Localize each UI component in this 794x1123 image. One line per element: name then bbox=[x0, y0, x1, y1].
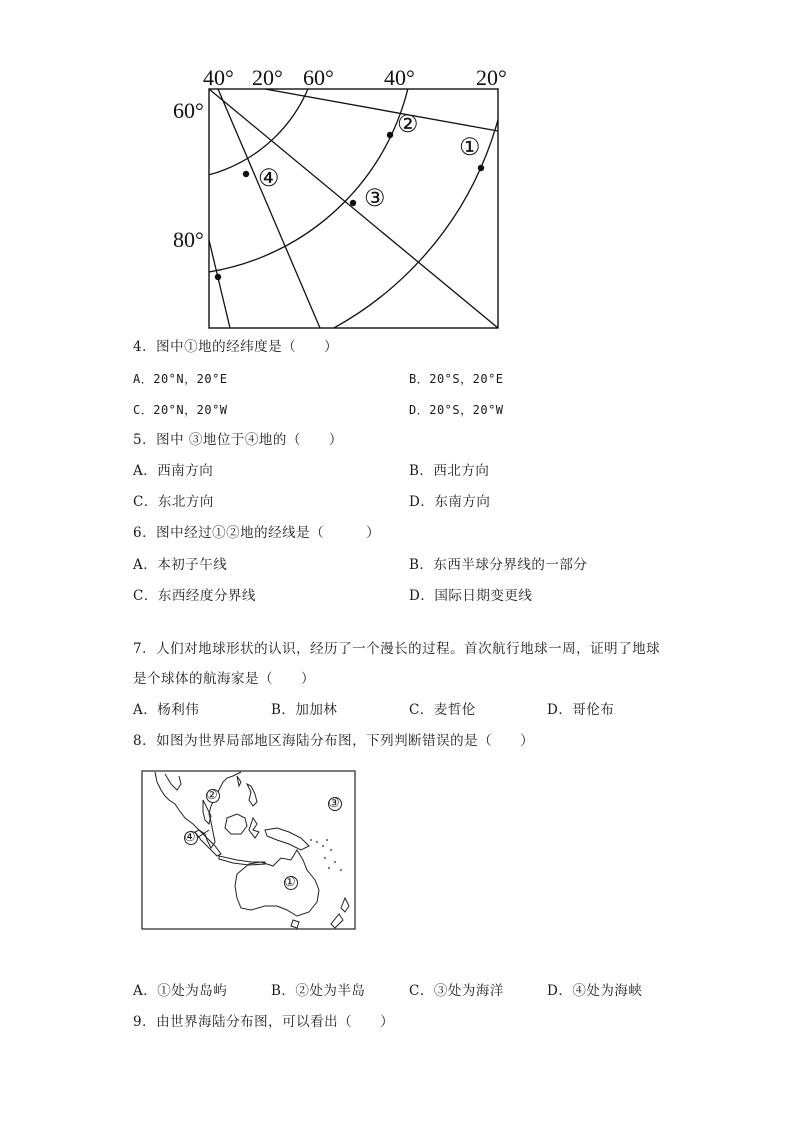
question-8-option-d[interactable]: D．④处为海峡 bbox=[547, 983, 643, 999]
map-frame bbox=[142, 771, 355, 929]
question-7-option-d[interactable]: D．哥伦布 bbox=[547, 702, 615, 718]
question-5-option-d[interactable]: D．东南方向 bbox=[409, 494, 491, 510]
point-4-label: ④ bbox=[258, 166, 280, 192]
question-8-option-a[interactable]: A．①处为岛屿 bbox=[133, 983, 228, 999]
question-5-option-a[interactable]: A．西南方向 bbox=[133, 463, 214, 479]
meridian-4 bbox=[209, 240, 230, 328]
point-2-label: ② bbox=[397, 112, 419, 138]
top-label-60: 60° bbox=[303, 65, 334, 90]
point-1-label: ① bbox=[459, 135, 481, 161]
point-4-dot bbox=[243, 171, 249, 177]
point-1-dot bbox=[478, 165, 484, 171]
question-4-option-d[interactable]: D．20°S，20°W bbox=[409, 403, 504, 417]
question-8-option-b[interactable]: B．②处为半岛 bbox=[271, 983, 366, 999]
point-3-label: ③ bbox=[364, 186, 386, 212]
question-7-option-a[interactable]: A．杨利伟 bbox=[133, 702, 200, 718]
map-label-1: ① bbox=[284, 875, 296, 890]
question-8-option-c[interactable]: C．③处为海洋 bbox=[409, 983, 504, 999]
meridian-2 bbox=[265, 89, 498, 131]
question-5-stem: 5．图中 ③地位于④地的（ ） bbox=[133, 432, 343, 448]
left-label-60: 60° bbox=[173, 98, 204, 123]
question-6-option-b[interactable]: B．东西半球分界线的一部分 bbox=[409, 557, 588, 573]
question-6-stem: 6．图中经过①②地的经线是（ ） bbox=[133, 525, 381, 541]
top-label-40: 40° bbox=[384, 65, 415, 90]
map-label-3: ③ bbox=[328, 796, 340, 811]
latitude-arc-inner bbox=[20, 0, 320, 180]
point-5-dot bbox=[215, 274, 221, 280]
question-6-option-d[interactable]: D．国际日期变更线 bbox=[409, 588, 533, 604]
question-9-stem: 9．由世界海陆分布图，可以看出（ ） bbox=[133, 1014, 395, 1030]
meridian-3 bbox=[218, 89, 320, 328]
map-drawing bbox=[141, 770, 357, 932]
point-3-dot bbox=[350, 200, 356, 206]
land-sea-map-figure bbox=[141, 770, 357, 932]
map-label-2: ② bbox=[206, 788, 218, 803]
top-label-40w: 40° bbox=[203, 65, 234, 90]
map-label-4: ④ bbox=[184, 830, 196, 845]
latitude-arc-outer bbox=[0, 0, 510, 340]
question-6-option-a[interactable]: A．本初子午线 bbox=[133, 557, 228, 573]
grid-lines bbox=[0, 0, 794, 340]
lat-long-grid-figure bbox=[0, 0, 794, 340]
left-label-80: 80° bbox=[173, 227, 204, 252]
top-label-20w: 20° bbox=[252, 65, 283, 90]
question-7-stem-line-2: 是个球体的航海家是（ ） bbox=[133, 671, 315, 687]
question-4-stem: 4．图中①地的经纬度是（ ） bbox=[133, 339, 339, 355]
question-7-option-c[interactable]: C．麦哲伦 bbox=[409, 702, 476, 718]
meridian-1 bbox=[209, 89, 498, 328]
question-5-option-b[interactable]: B．西北方向 bbox=[409, 463, 490, 479]
question-4-option-a[interactable]: A．20°N，20°E bbox=[133, 372, 228, 386]
question-5-option-c[interactable]: C．东北方向 bbox=[133, 494, 214, 510]
question-7-stem-line-1: 7．人们对地球形状的认识，经历了一个漫长的过程。首次航行地球一周，证明了地球 bbox=[133, 641, 661, 657]
question-4-option-c[interactable]: C．20°N，20°W bbox=[133, 403, 228, 417]
question-7-option-b[interactable]: B．加加林 bbox=[271, 702, 338, 718]
point-2-dot bbox=[387, 132, 393, 138]
top-label-20: 20° bbox=[476, 65, 507, 90]
question-6-option-c[interactable]: C．东西经度分界线 bbox=[133, 588, 256, 604]
question-4-option-b[interactable]: B．20°S，20°E bbox=[409, 372, 504, 386]
question-8-stem: 8．如图为世界局部地区海陆分布图，下列判断错误的是（ ） bbox=[133, 733, 535, 749]
latitude-arc-middle bbox=[0, 0, 415, 275]
